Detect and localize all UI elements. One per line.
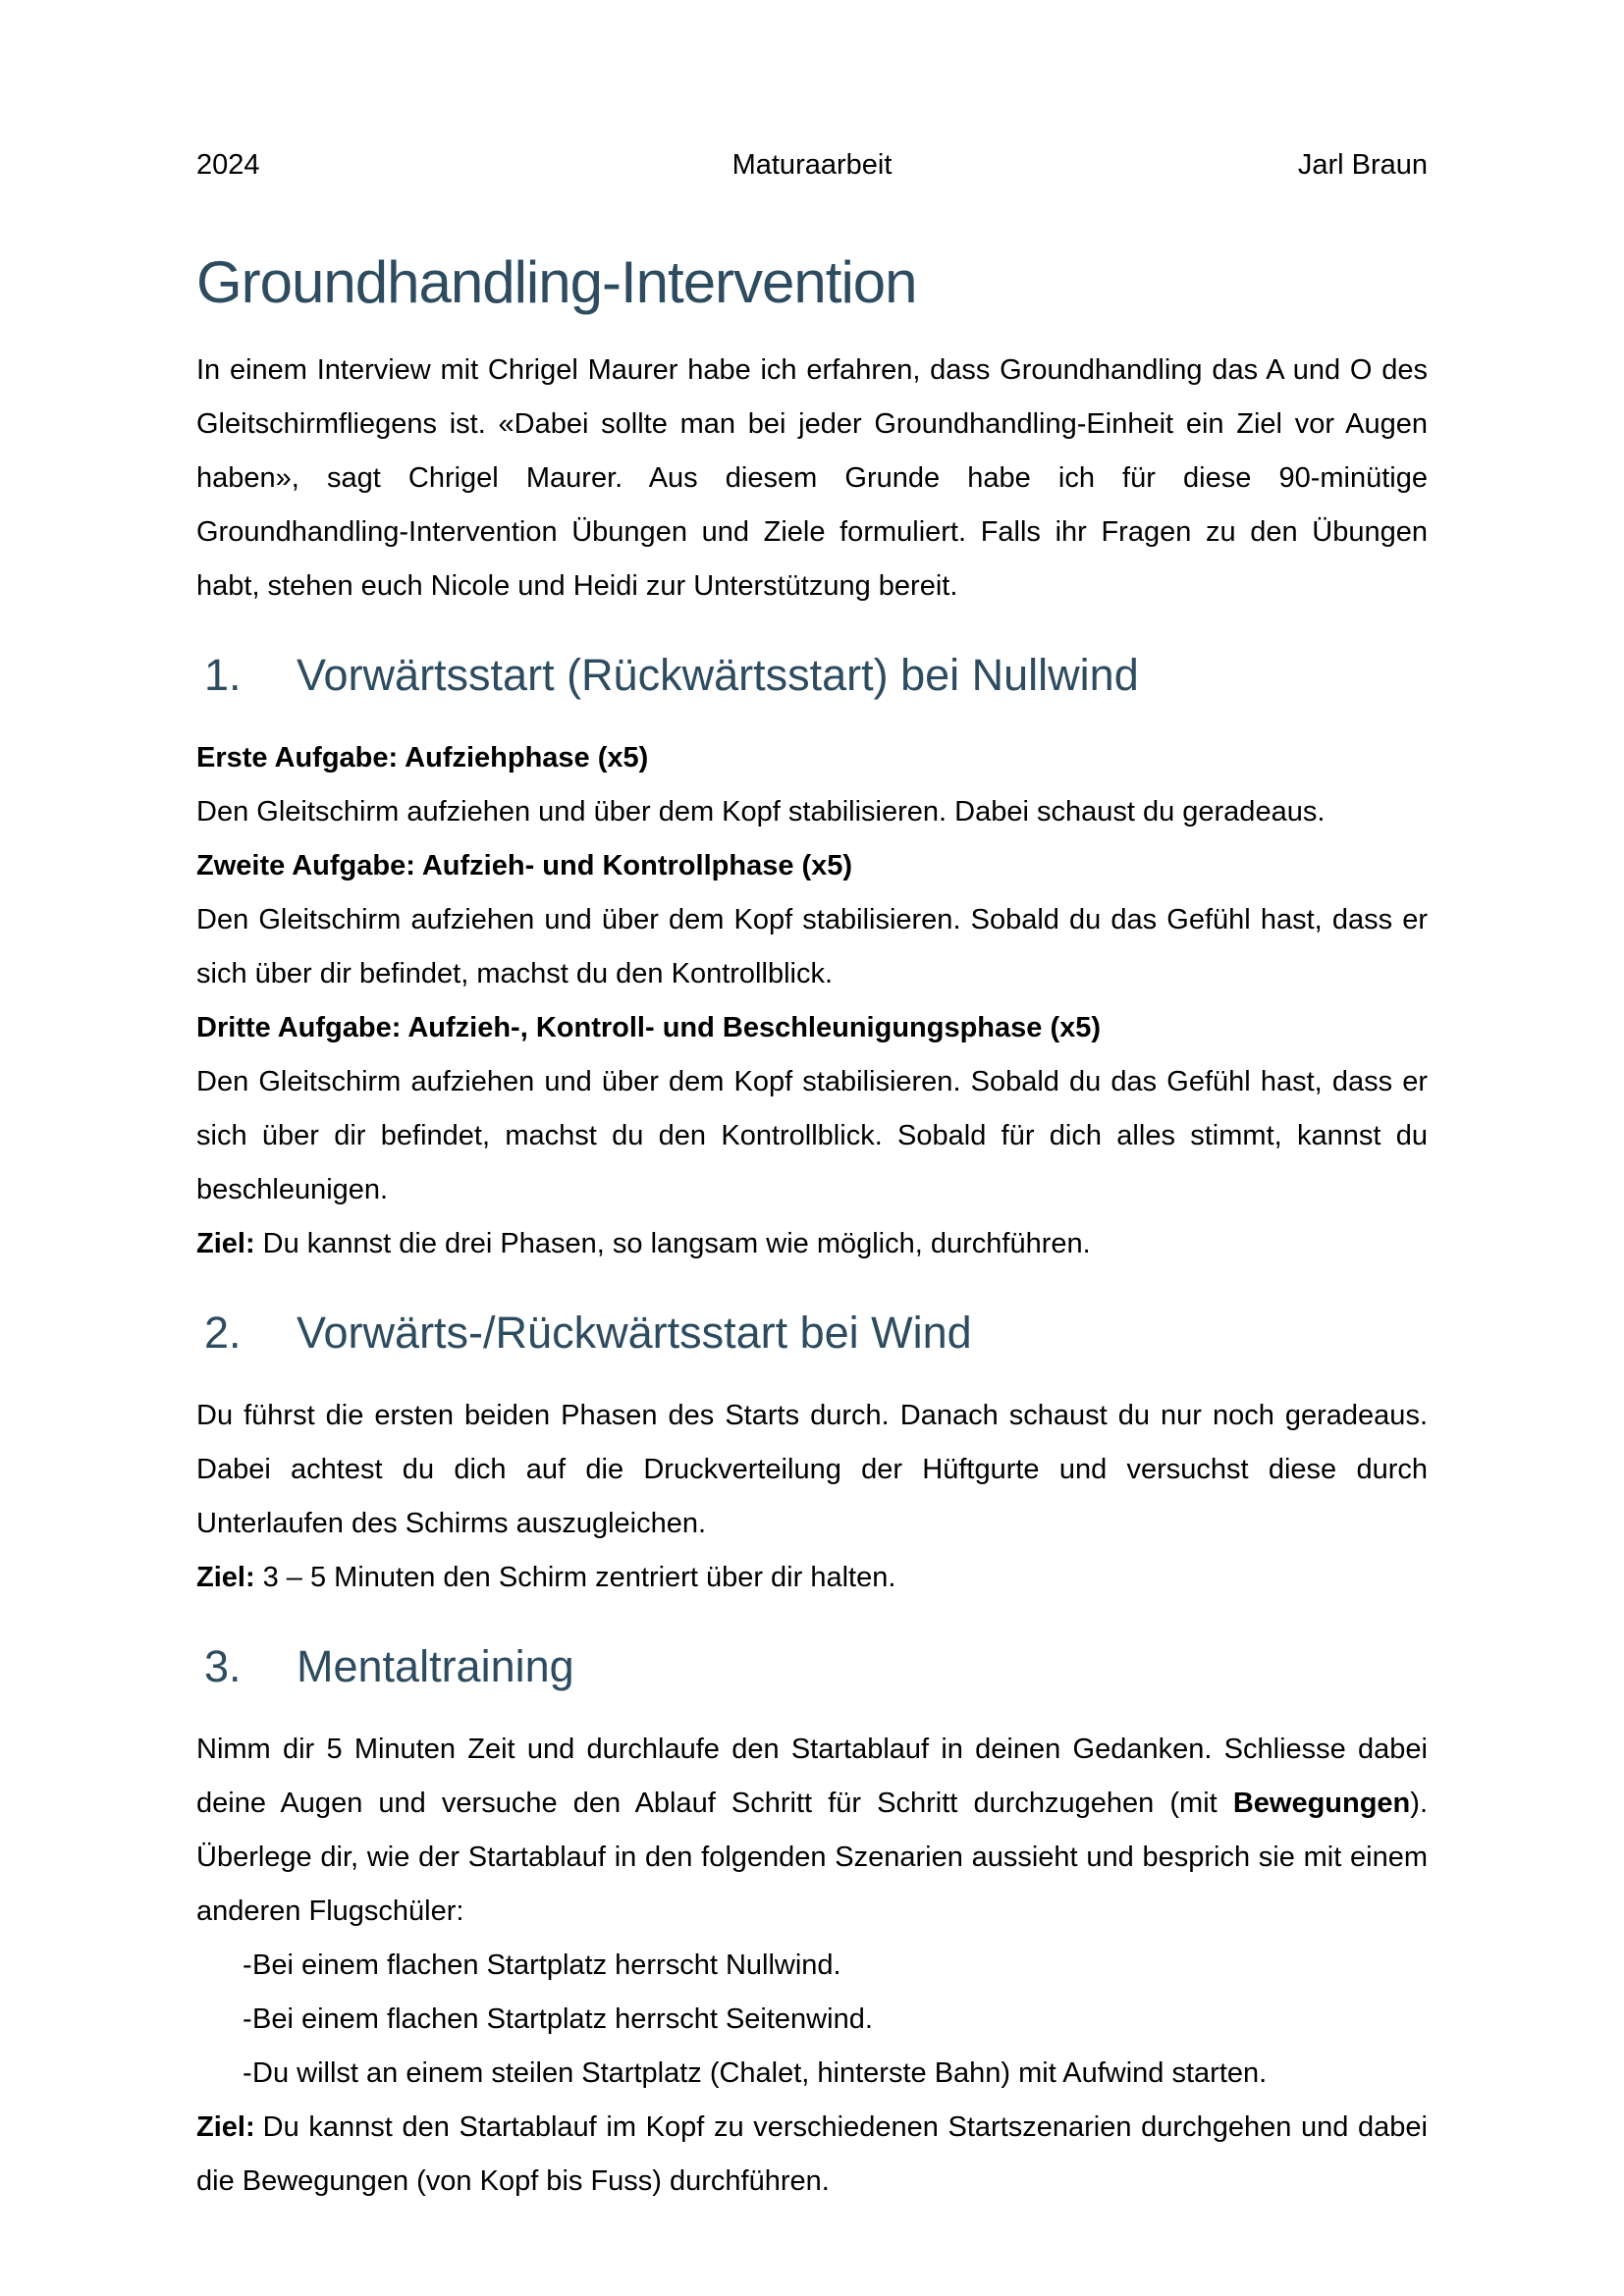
section-1-goal bbox=[196, 1217, 1428, 1271]
section-2-goal bbox=[196, 1551, 1428, 1605]
section-1-heading bbox=[196, 649, 1428, 702]
section-2-paragraph: Du führst die ersten beiden Phasen des Starts durch. Danach schaust du nur noch geradeaus. Dabei achtest du dich auf die Druckverteilung der Hüftgurte und versuchst diese durch Unterlaufen des Schirms auszugleichen. bbox=[196, 1400, 1428, 1539]
page-header bbox=[196, 147, 1428, 183]
list-item bbox=[196, 1939, 1428, 1993]
header-document-type: Maturaarbeit bbox=[731, 149, 893, 181]
page-title: Groundhandling-Intervention bbox=[196, 249, 917, 315]
task-2-title: Zweite Aufgabe: Aufzieh- und Kontrollphase (x5) bbox=[196, 850, 853, 881]
section-2-heading bbox=[196, 1307, 1428, 1360]
paragraph-text: ). Überlege dir, wie der Startablauf in den folgenden Szenarien aussieht und besprich sie mit einem anderen Flugschüler: bbox=[196, 1788, 1428, 1927]
section-3-title: Mentaltraining bbox=[297, 1641, 574, 1691]
paragraph-bold-text: Bewegungen bbox=[1232, 1788, 1411, 1819]
list-item-text: Du willst an einem steilen Startplatz (Chalet, hinterste Bahn) mit Aufwind starten. bbox=[252, 2057, 1268, 2089]
bullet-dash: - bbox=[243, 1949, 252, 1981]
task-3-text: Den Gleitschirm aufziehen und über dem Kopf stabilisieren. Sobald du das Gefühl hast, dass er sich über dir befindet, machst du den Kontrollblick. Sobald für dich alles stimmt, kannst du beschleunigen. bbox=[196, 1066, 1428, 1205]
section-3-number: 3. bbox=[204, 1641, 242, 1691]
header-author: Jarl Braun bbox=[1297, 149, 1429, 181]
header-year: 2024 bbox=[196, 149, 260, 181]
paragraph-text: Nimm dir 5 Minuten Zeit und durchlaufe den Startablauf in deinen Gedanken. Schliesse dabei deine Augen und versuche den Ablauf Schritt für Schritt durchzugehen (mit bbox=[196, 1734, 1428, 1819]
goal-label: Ziel: bbox=[196, 1228, 255, 1259]
task-2-text: Den Gleitschirm aufziehen und über dem Kopf stabilisieren. Sobald du das Gefühl hast, dass er sich über dir befindet, machst du den Kontrollblick. bbox=[196, 904, 1428, 989]
list-item-text: Bei einem flachen Startplatz herrscht Seitenwind. bbox=[252, 2003, 873, 2035]
list-item-text: Bei einem flachen Startplatz herrscht Nullwind. bbox=[252, 1949, 841, 1981]
section-2-title: Vorwärts-/Rückwärtsstart bei Wind bbox=[297, 1308, 972, 1358]
section-1-number: 1. bbox=[204, 650, 242, 700]
task-3-title: Dritte Aufgabe: Aufzieh-, Kontroll- und Beschleunigungsphase (x5) bbox=[196, 1012, 1102, 1043]
task-1-text: Den Gleitschirm aufziehen und über dem Kopf stabilisieren. Dabei schaust du geradeaus. bbox=[196, 796, 1326, 828]
bullet-dash: - bbox=[243, 2057, 252, 2089]
intro-paragraph: In einem Interview mit Chrigel Maurer habe ich erfahren, dass Groundhandling das A und O des Gleitschirmfliegens ist. «Dabei sollte man bei jeder Groundhandling-Einheit ein Ziel vor Augen haben», sagt Chrigel Maurer. Aus diesem Grunde habe ich für diese 90-minütige Groundhandling-Intervention Übungen und Ziele formuliert. Falls ihr Fragen zu den Übungen habt, stehen euch Nicole und Heidi zur Unterstützung bereit. bbox=[196, 354, 1428, 602]
list-item bbox=[196, 2047, 1428, 2101]
section-3-heading bbox=[196, 1640, 1428, 1693]
task-1-title: Erste Aufgabe: Aufziehphase (x5) bbox=[196, 742, 649, 774]
section-1-title: Vorwärtsstart (Rückwärtsstart) bei Nullwind bbox=[297, 650, 1139, 700]
goal-text: Du kannst die drei Phasen, so langsam wie möglich, durchführen. bbox=[262, 1228, 1091, 1259]
goal-text: 3 – 5 Minuten den Schirm zentriert über dir halten. bbox=[262, 1562, 896, 1593]
list-item bbox=[196, 1993, 1428, 2047]
section-3-paragraph bbox=[196, 1723, 1428, 1939]
section-2-number: 2. bbox=[204, 1308, 242, 1358]
section-3-goal bbox=[196, 2101, 1428, 2209]
goal-label: Ziel: bbox=[196, 2111, 255, 2143]
goal-text: Du kannst den Startablauf im Kopf zu verschiedenen Startszenarien durchgehen und dabei die Bewegungen (von Kopf bis Fuss) durchführen. bbox=[196, 2111, 1428, 2197]
bullet-dash: - bbox=[243, 2003, 252, 2035]
goal-label: Ziel: bbox=[196, 1562, 255, 1593]
